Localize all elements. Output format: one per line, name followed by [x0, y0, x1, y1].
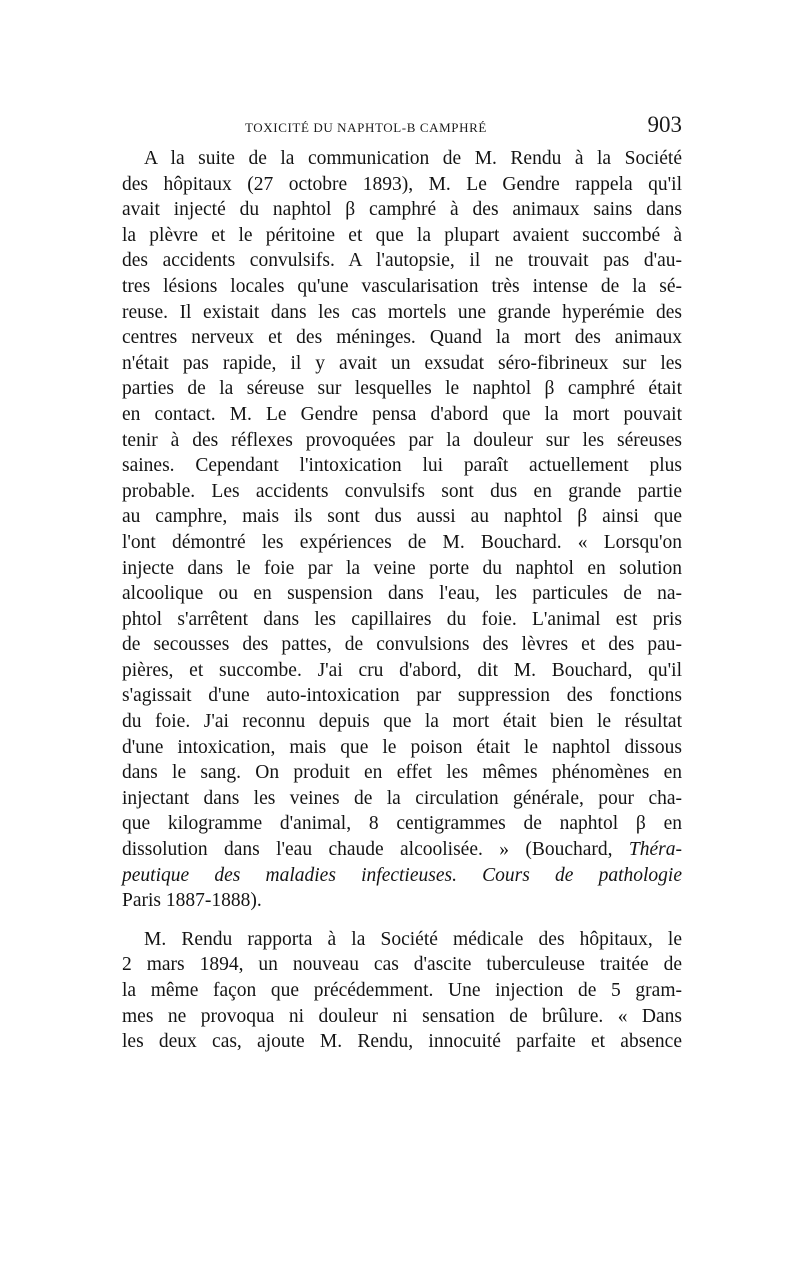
text-line: M. Rendu rapporta à la Société médicale des hôpitaux, le [144, 928, 682, 950]
text-line: reuse. Il existait dans les cas mortels une grande hyperémie des [122, 301, 682, 323]
text-line: injecte dans le foie par la veine porte du naphtol en solution [122, 557, 682, 579]
text-line: de secousses des pattes, de convulsions des lèvres et des pau- [122, 634, 682, 656]
text-line: injectant dans les veines de la circulation générale, pour cha- [122, 787, 682, 809]
text-line: n'était pas rapide, il y avait un exsudat séro-fibrineux sur les [122, 352, 682, 374]
text-line-citation: dissolution dans l'eau chaude alcoolisée. » (Bouchard, Théra- [122, 839, 682, 861]
running-title: TOXICITÉ DU NAPHTOL-B CAMPHRÉ [245, 120, 487, 135]
text-line-citation [122, 863, 682, 889]
paragraph-gap [122, 914, 682, 927]
page-number: 903 [647, 112, 682, 137]
text-line: d'une intoxication, mais que le poison était le naphtol dissous [122, 736, 682, 758]
text-line: 2 mars 1894, un nouveau cas d'ascite tuberculeuse traitée de [122, 954, 682, 976]
text-line: tres lésions locales qu'une vascularisation très intense de la sé- [122, 275, 682, 297]
paragraph-2 [122, 927, 682, 1055]
document-page [122, 112, 682, 1055]
text-line: s'agissait d'une auto-intoxication par suppression des fonctions [122, 685, 682, 707]
text-line: saines. Cependant l'intoxication lui paraît actuellement plus [122, 455, 682, 477]
text-line: avait injecté du naphtol β camphré à des animaux sains dans [122, 199, 682, 221]
text-line: des accidents convulsifs. A l'autopsie, il ne trouvait pas d'au- [122, 250, 682, 272]
text-line: Paris 1887-1888). [122, 890, 262, 912]
text-line: dans le sang. On produit en effet les mêmes phénomènes en [122, 762, 682, 784]
text-line: centres nerveux et des méninges. Quand la mort des animaux [122, 327, 682, 349]
text-line: mes ne provoqua ni douleur ni sensation de brûlure. « Dans [122, 1005, 682, 1027]
text-line: probable. Les accidents convulsifs sont dus en grande partie [122, 480, 682, 502]
text-line: au camphre, mais ils sont dus aussi au naphtol β ainsi que [122, 506, 682, 528]
text-line: la même façon que précédemment. Une injection de 5 gram- [122, 980, 682, 1001]
text-line: du foie. J'ai reconnu depuis que la mort était bien le résultat [122, 711, 682, 733]
text-line: l'ont démontré les expériences de M. Bouchard. « Lorsqu'on [122, 531, 682, 553]
text-line: en contact. M. Le Gendre pensa d'abord que la mort pouvait [122, 403, 682, 425]
paragraph-1 [122, 146, 682, 914]
text-line: pières, et succombe. J'ai cru d'abord, dit M. Bouchard, qu'il [122, 659, 682, 681]
text-line: la plèvre et le péritoine et que la plupart avaient succombé à [122, 224, 682, 246]
citation-title-italic: Théra- [628, 839, 682, 861]
text-line: phtol s'arrêtent dans les capillaires du foie. L'animal est pris [122, 608, 682, 630]
text-line: les deux cas, ajoute M. Rendu, innocuité parfaite et absence [122, 1031, 682, 1053]
text-line: A la suite de la communication de M. Rendu à la Société [144, 148, 682, 169]
citation-title-italic: peutique des maladies infectieuses. Cours de pathologie [122, 864, 682, 886]
text-line: tenir à des réflexes provoquées par la douleur sur les séreuses [122, 429, 682, 451]
text-line: des hôpitaux (27 octobre 1893), M. Le Gendre rappela qu'il [122, 173, 682, 195]
running-header [122, 112, 682, 146]
text-line: que kilogramme d'animal, 8 centigrammes de naphtol β en [122, 813, 682, 835]
text-line: parties de la séreuse sur lesquelles le naphtol β camphré était [122, 378, 682, 400]
text-line: alcoolique ou en suspension dans l'eau, les particules de na- [122, 583, 682, 605]
